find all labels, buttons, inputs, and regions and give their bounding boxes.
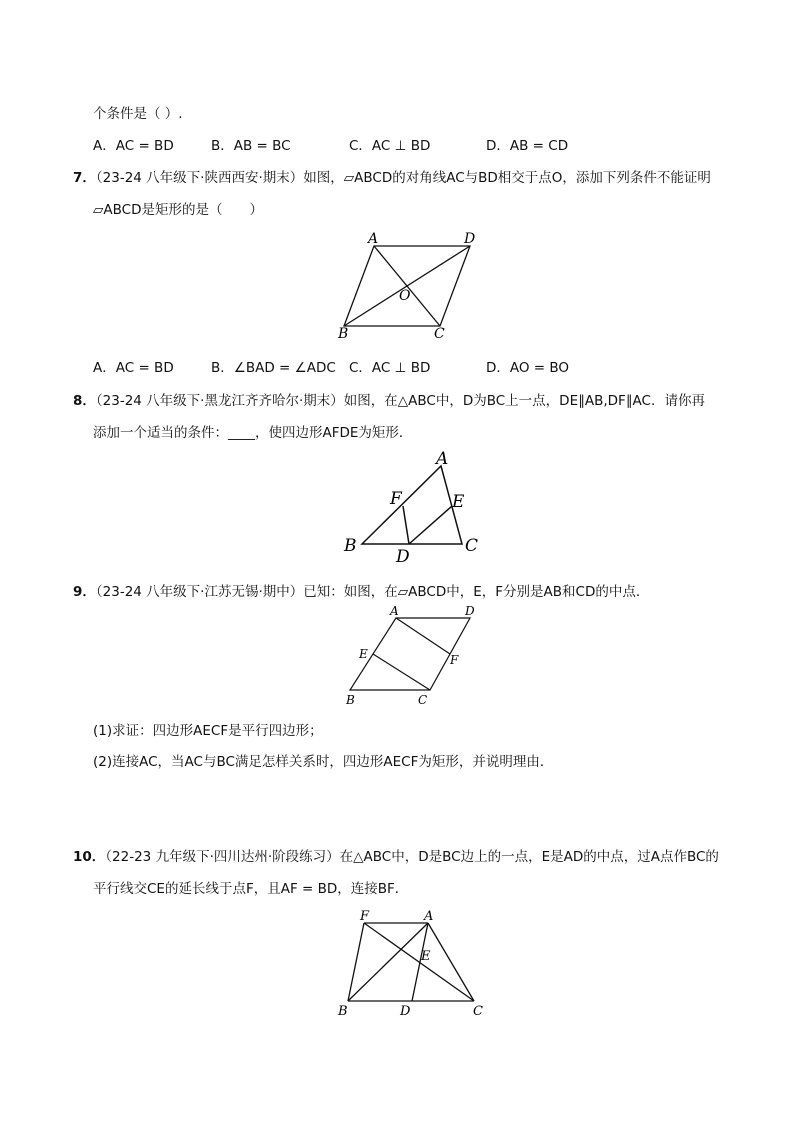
q7-stem: 如图，▱ABCD的对角线AC与BD相交于点O，添加下列条件不能证明	[303, 170, 711, 186]
q10-segment-fc	[364, 923, 474, 1001]
q7-stem-line2: ▱ABCD是矩形的是（ ）	[93, 202, 263, 218]
q8-stem-line1	[73, 389, 705, 409]
q7-label-o: O	[399, 288, 411, 304]
q8-stem-line2: 添加一个适当的条件：____，使四边形AFDE为矩形．	[93, 425, 413, 441]
q8-label-a: A	[436, 449, 449, 469]
q8-label-b: B	[344, 536, 357, 556]
q8-label-d: D	[396, 547, 410, 566]
q9-part1: (1)求证：四边形AECF是平行四边形；	[93, 723, 323, 739]
q9-source: （23-24 八年级下·江苏无锡·期中）	[95, 584, 304, 600]
q7-diagonal-bd	[344, 246, 470, 326]
q9-figure-parallelogram	[340, 602, 490, 714]
q9-label-d: D	[465, 604, 475, 618]
q9-part2: (2)连接AC，当AC与BC满足怎样关系时，四边形AECF为矩形，并说明理由．	[93, 754, 554, 770]
q7-option-d[interactable]: D．AO = BO	[486, 360, 570, 376]
q7-option-a[interactable]: A．AC = BD	[93, 360, 174, 376]
q10-label-e: E	[421, 949, 431, 964]
q9-stem-line1	[73, 580, 649, 600]
q8-segment-de	[409, 506, 452, 544]
q7-source: （23-24 八年级下·陕西西安·期末）	[95, 170, 304, 186]
q10-source: （22-23 九年级下·四川达州·阶段练习）	[105, 849, 340, 865]
q7-option-c[interactable]: C．AC ⊥ BD	[349, 360, 431, 376]
q9-label-f: F	[450, 653, 459, 667]
q10-number: 10．	[73, 849, 106, 865]
q6-option-d[interactable]: D．AB = CD	[486, 138, 569, 154]
q8-stem: 如图，在△ABC中，D为BC上一点，DE∥AB,DF∥AC．请你再	[343, 393, 705, 409]
q8-triangle-outline	[362, 466, 462, 544]
q10-label-b: B	[338, 1004, 348, 1019]
q10-stem-line2: 平行线交CE的延长线于点F，且AF = BD，连接BF．	[93, 881, 409, 897]
q10-segment-fb	[348, 923, 364, 1001]
q9-label-b: B	[346, 693, 355, 707]
q10-segment-ab	[348, 923, 428, 1001]
q8-source: （23-24 八年级下·黑龙江齐齐哈尔·期末）	[95, 393, 344, 409]
q6-continuation: 个条件是（ ）.	[93, 106, 183, 122]
q8-label-f: F	[390, 489, 402, 509]
q10-stem: 在△ABC中，D是BC边上的一点，E是AD的中点，过A点作BC的	[339, 849, 719, 865]
q6-option-a[interactable]: A．AC = BD	[93, 138, 174, 154]
q9-number: 9．	[73, 584, 96, 600]
q7-stem-line1	[73, 166, 711, 186]
q8-segment-df	[403, 506, 409, 544]
q8-number: 8．	[73, 393, 96, 409]
q9-stem: 已知：如图，在▱ABCD中，E，F分别是AB和CD的中点．	[303, 584, 650, 600]
q9-label-c: C	[418, 693, 428, 707]
q8-figure-triangle	[340, 448, 490, 570]
q10-label-f: F	[360, 909, 370, 924]
q9-label-a: A	[390, 604, 399, 618]
q7-figure-parallelogram	[330, 228, 490, 344]
q7-label-c: C	[434, 326, 445, 340]
q10-label-c: C	[473, 1004, 483, 1019]
q8-label-e: E	[452, 492, 465, 512]
q6-option-b[interactable]: B．AB = BC	[211, 138, 291, 154]
q6-option-c[interactable]: C．AC ⊥ BD	[349, 138, 431, 154]
q7-number: 7．	[73, 170, 96, 186]
q8-label-c: C	[465, 536, 479, 556]
q9-segment-af	[396, 618, 450, 654]
q7-label-d: D	[464, 231, 476, 247]
q7-label-b: B	[338, 326, 349, 340]
q9-segment-ec	[373, 654, 430, 690]
q10-label-d: D	[400, 1004, 411, 1019]
q10-label-a: A	[424, 909, 434, 924]
q7-option-b[interactable]: B．∠BAD = ∠ADC	[211, 360, 336, 376]
q9-label-e: E	[359, 647, 368, 661]
q10-segment-ac	[428, 923, 474, 1001]
q7-label-a: A	[368, 231, 379, 247]
q10-figure-trapezoid	[330, 905, 490, 1025]
q10-stem-line1	[73, 845, 719, 865]
